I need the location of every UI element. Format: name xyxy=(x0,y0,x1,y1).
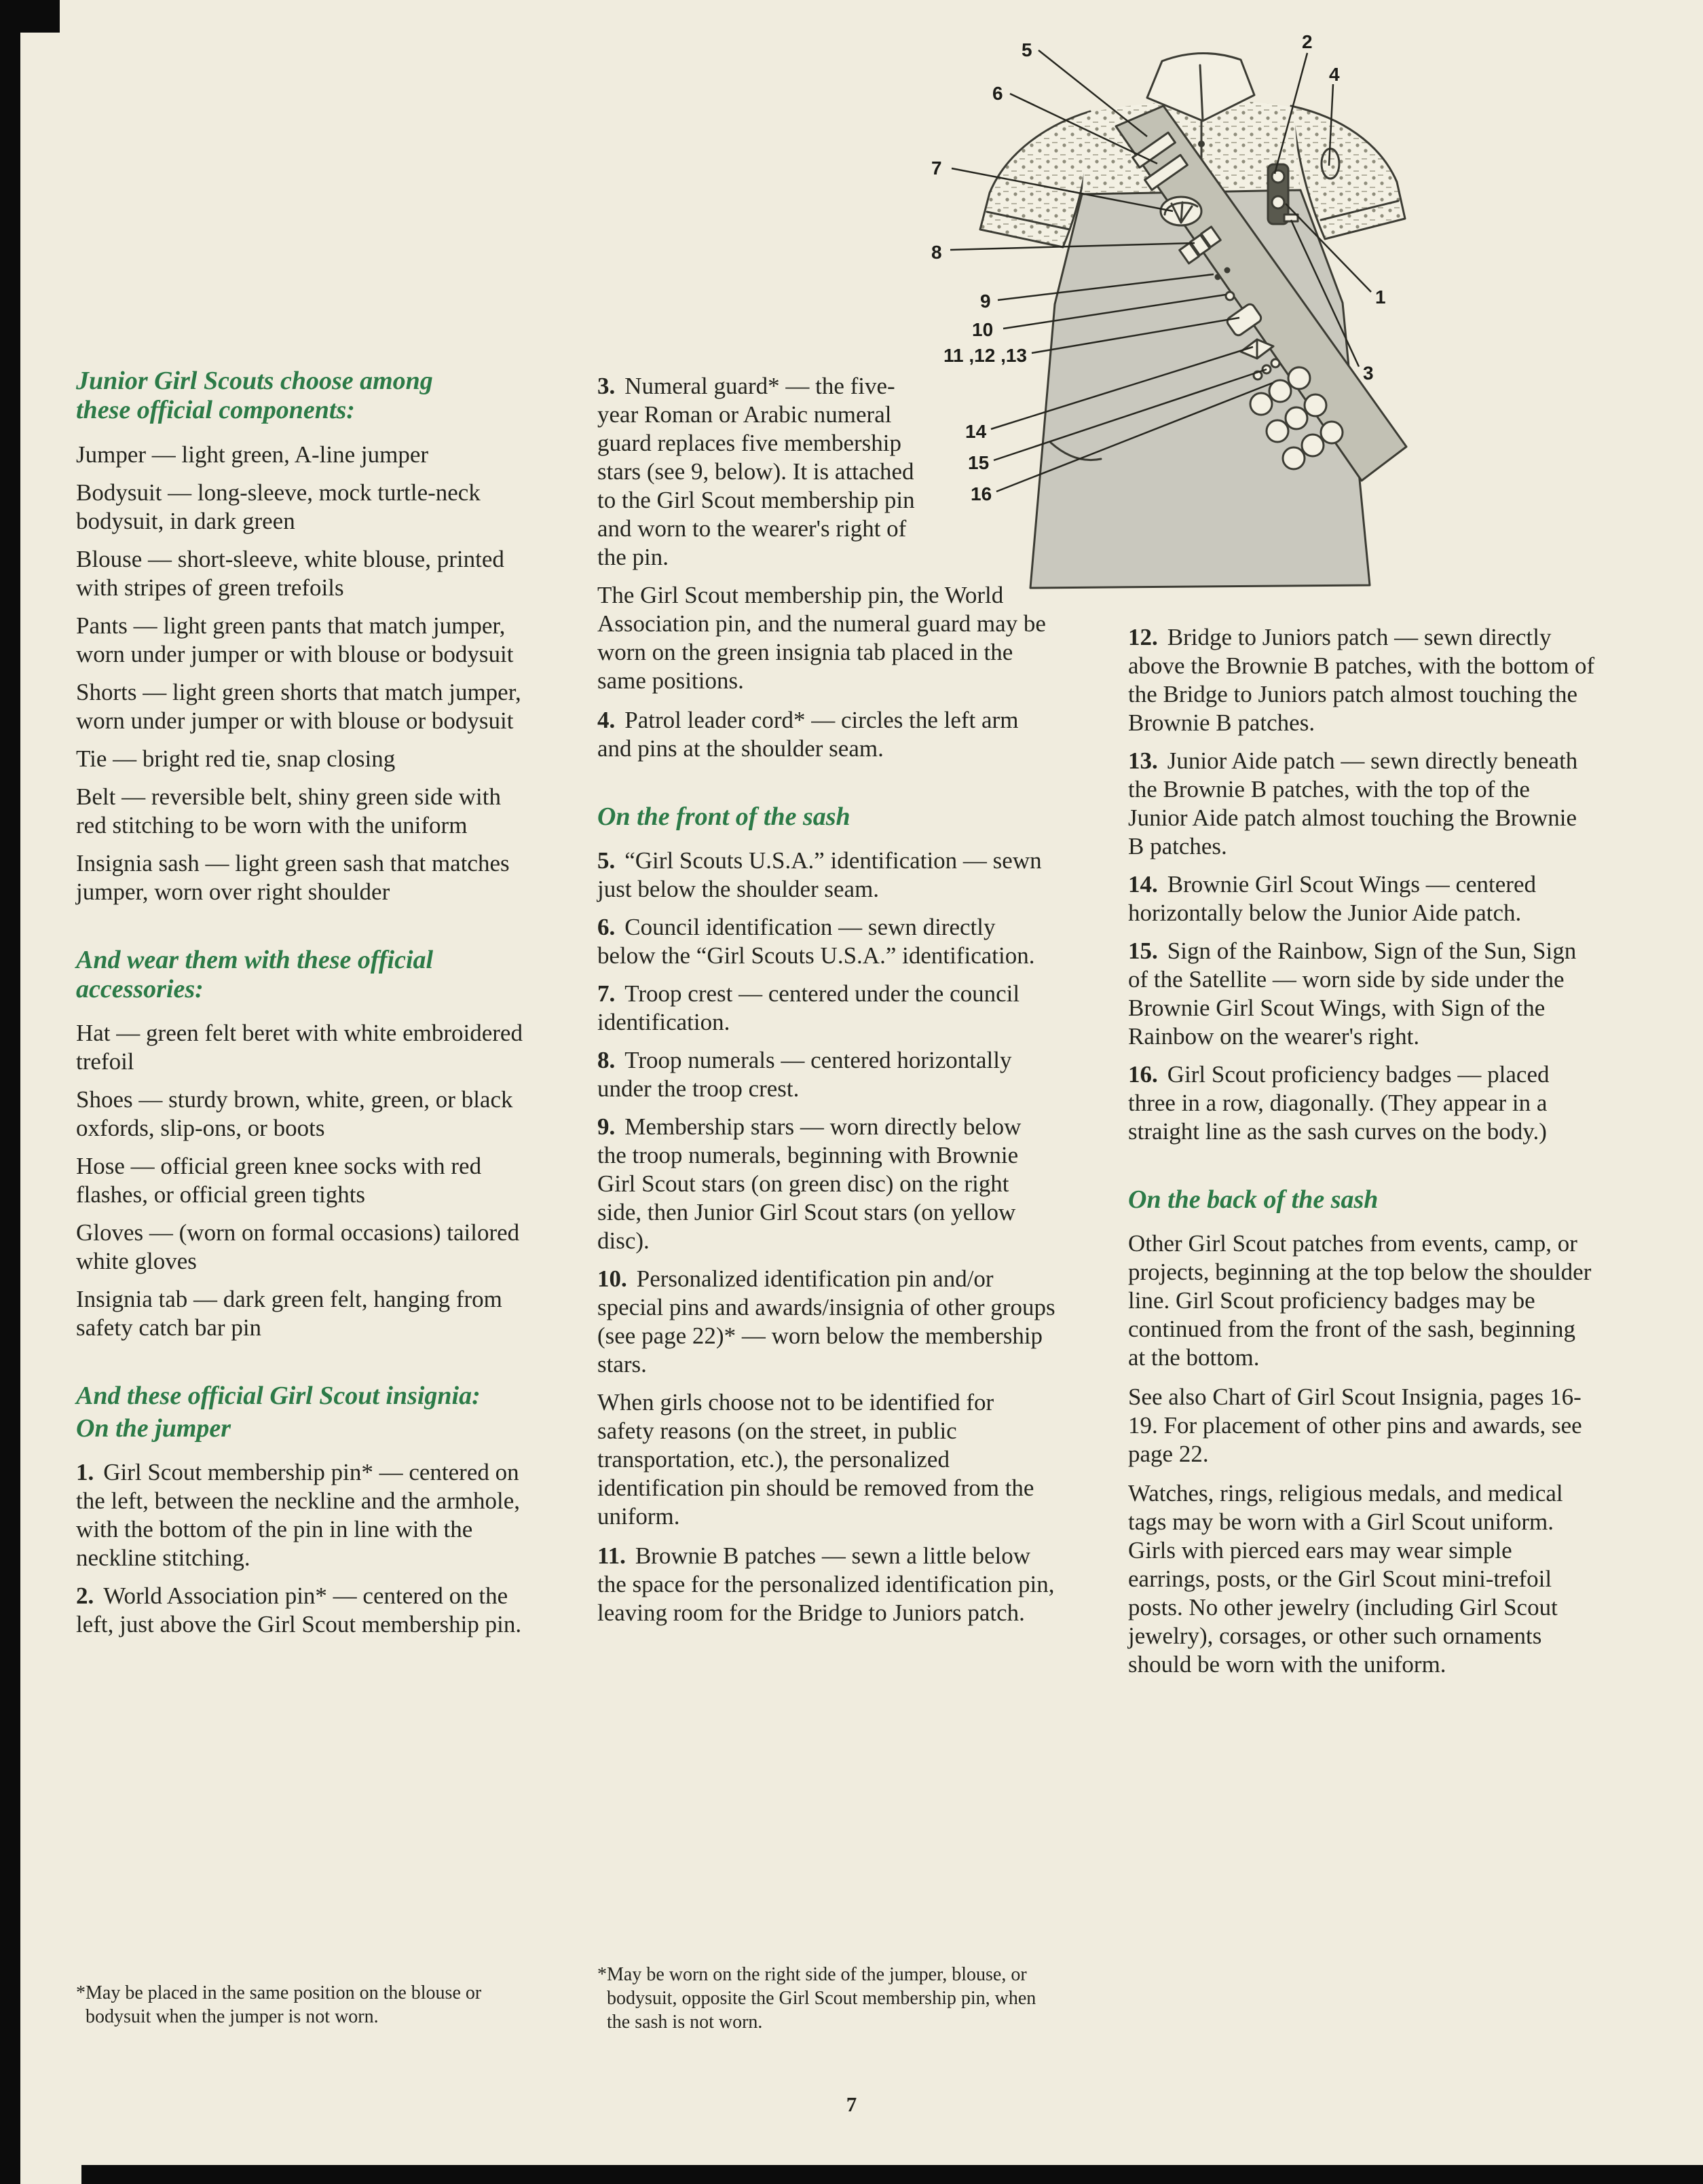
item-text: Troop numerals — centered horizontally under the troop crest. xyxy=(597,1047,1012,1103)
item-number: 11. xyxy=(597,1542,626,1570)
accessory-item: Hat — green felt beret with white embroidered trefoil xyxy=(76,1020,523,1075)
callout-label-7: 7 xyxy=(931,158,942,179)
item-text: Patrol leader cord* — circles the left arm and pins at the shoulder seam. xyxy=(597,707,1019,762)
item-number: 10. xyxy=(597,1265,627,1293)
membership-pin xyxy=(1272,196,1284,208)
component-item: Jumper — light green, A-line jumper xyxy=(76,441,429,468)
item-text: Brownie B patches — sewn a little below the space for the personalized identification pin, leaving room for the Bridge to Juniors patch. xyxy=(597,1542,1055,1627)
item-text: Girl Scout membership pin* — centered on the left, between the neckline and the armhole, with the bottom of the pin in line with the neckline stitching. xyxy=(76,1458,521,1571)
heading-on-the-jumper: On the jumper xyxy=(76,1413,231,1443)
callout-label-6: 6 xyxy=(992,83,1003,104)
page-number: 7 xyxy=(846,2092,857,2116)
component-item: Pants — light green pants that match jumper, worn under jumper or with blouse or bodysuit xyxy=(76,612,514,667)
item-text: Sign of the Rainbow, Sign of the Sun, Sign of the Satellite — worn side by side under the Brownie Girl Scout Wings, with Sign of the Rainbow on the wearer's right. xyxy=(1128,938,1577,1050)
item-number: 9. xyxy=(597,1113,616,1141)
callout-label-11-12-13: 11 ,12 ,13 xyxy=(943,345,1028,366)
component-item: Bodysuit — long-sleeve, mock turtle-neck bodysuit, in dark green xyxy=(76,479,481,534)
item-text: Girl Scout proficiency badges — placed three in a row, diagonally. (They appear in a straight line as the sash curves on the body.) xyxy=(1128,1061,1550,1145)
numbered-item-8 xyxy=(597,1046,1055,1103)
numbered-item-3 xyxy=(597,372,923,572)
scan-artifact-bottom-edge xyxy=(81,2165,1703,2184)
item-number: 16. xyxy=(1128,1061,1158,1088)
safety-paragraph: When girls choose not to be identified for safety reasons (on the street, in public transportation, etc.), the personalized identification pin should be removed from the uniform. xyxy=(597,1389,1034,1530)
middle-footnote: *May be worn on the right side of the jumper, blouse, or bodysuit, opposite the Girl Scout membership pin, when the sash is not worn. xyxy=(597,1964,1036,2033)
numbered-item-1 xyxy=(76,1458,524,1572)
callout-label-16: 16 xyxy=(971,483,992,504)
item-number: 12. xyxy=(1128,624,1158,650)
numbered-item-9 xyxy=(597,1113,1055,1255)
item-text: Personalized identification pin and/or special pins and awards/insignia of other groups (see page 22)* — worn below the membership stars. xyxy=(597,1265,1055,1378)
scan-artifact-left-edge xyxy=(0,0,20,2184)
item-text: World Association pin* — centered on the left, just above the Girl Scout membership pin. xyxy=(76,1582,522,1637)
numbered-item-10 xyxy=(597,1265,1055,1379)
callout-label-4: 4 xyxy=(1329,64,1340,85)
numbered-item-5 xyxy=(597,847,1055,904)
callout-label-9: 9 xyxy=(980,291,991,312)
item-number: 6. xyxy=(597,914,616,941)
item-text: “Girl Scouts U.S.A.” identification — sewn just below the shoulder seam. xyxy=(597,847,1042,903)
component-item: Tie — bright red tie, snap closing xyxy=(76,745,396,772)
item-number: 7. xyxy=(597,980,616,1007)
item-text: Brownie Girl Scout Wings — centered horizontally below the Junior Aide patch. xyxy=(1128,871,1537,926)
item-text: Numeral guard* — the five-year Roman or Arabic numeral guard replaces five membership stars (see 9, below). It is attached to the Girl Scout membership pin and worn to the wearer's right of the pin. xyxy=(597,373,915,570)
numbered-item-13 xyxy=(1128,747,1595,861)
item-text: Troop crest — centered under the council identification. xyxy=(597,980,1020,1036)
component-item: Shorts — light green shorts that match jumper, worn under jumper or with blouse or bodysuit xyxy=(76,678,521,734)
heading-official-components: Junior Girl Scouts choose among these official components: xyxy=(76,367,433,425)
numbered-item-7 xyxy=(597,980,1055,1037)
item-text: Council identification — sewn directly below the “Girl Scouts U.S.A.” identification. xyxy=(597,914,1035,969)
callout-label-14: 14 xyxy=(965,421,987,442)
left-footnote: *May be placed in the same position on the blouse or bodysuit when the jumper is not worn. xyxy=(76,1982,482,2027)
numbered-item-4 xyxy=(597,706,1055,763)
numbered-item-15 xyxy=(1128,937,1595,1051)
callout-label-10: 10 xyxy=(972,319,994,340)
scan-artifact-corner xyxy=(0,0,60,33)
world-association-pin xyxy=(1272,170,1284,183)
component-item: Blouse — short-sleeve, white blouse, printed with stripes of green trefoils xyxy=(76,545,504,601)
pins-placement-paragraph: The Girl Scout membership pin, the World Association pin, and the numeral guard may be worn on the green insignia tab placed in the same positions. xyxy=(597,582,1046,694)
callout-label-1: 1 xyxy=(1375,286,1386,308)
back-of-sash-paragraph: Other Girl Scout patches from events, camp, or projects, beginning at the top below the shoulder line. Girl Scout proficiency badges may be continued from the front of the sash, beginning at the bottom. xyxy=(1128,1230,1592,1371)
callout-label-2: 2 xyxy=(1302,31,1313,52)
callout-label-5: 5 xyxy=(1022,39,1032,60)
item-text: Membership stars — worn directly below the troop numerals, beginning with Brownie Girl Scout stars (on green disc) on the right side, then Junior Girl Scout stars (on yellow disc). xyxy=(597,1113,1022,1255)
item-text: Bridge to Juniors patch — sewn directly above the Brownie B patches, with the bottom of the Bridge to Juniors patch almost touching the Brownie B patches. xyxy=(1128,624,1595,736)
numbered-item-12 xyxy=(1128,623,1595,737)
component-item: Belt — reversible belt, shiny green side with red stitching to be worn with the uniform xyxy=(76,783,501,838)
item-number: 8. xyxy=(597,1047,616,1074)
numbered-item-14 xyxy=(1128,870,1595,927)
numbered-item-11 xyxy=(597,1542,1055,1627)
callout-label-3: 3 xyxy=(1363,363,1374,384)
heading-front-of-sash: On the front of the sash xyxy=(597,802,850,831)
left-column xyxy=(76,367,524,2029)
item-number: 1. xyxy=(76,1458,94,1485)
accessory-item: Shoes — sturdy brown, white, green, or black oxfords, slip-ons, or boots xyxy=(76,1086,513,1142)
accessory-item: Gloves — (worn on formal occasions) tailored white gloves xyxy=(76,1219,520,1275)
accessory-item: Hose — official green knee socks with red flashes, or official green tights xyxy=(76,1153,482,1208)
jewelry-paragraph: Watches, rings, religious medals, and medical tags may be worn with a Girl Scout uniform. Girls with pierced ears may wear simple earrings, posts, or the Girl Scout mini-trefoil posts. No other jewelry (including Girl Scout jewelry), corsages, or other such ornaments should be worn with the uniform. xyxy=(1128,1480,1563,1678)
numbered-item-6 xyxy=(597,913,1055,970)
numbered-item-16 xyxy=(1128,1060,1595,1146)
heading-official-accessories: And wear them with these official accessories: xyxy=(76,945,434,1003)
item-number: 14. xyxy=(1128,871,1158,897)
heading-official-insignia: And these official Girl Scout insignia: xyxy=(76,1382,481,1411)
right-column xyxy=(1128,623,1595,1690)
item-text: Junior Aide patch — sewn directly beneath the Brownie B patches, with the top of the Junior Aide patch almost touching the Brownie B patches. xyxy=(1128,747,1578,859)
accessory-item: Insignia tab — dark green felt, hanging from safety catch bar pin xyxy=(76,1286,502,1341)
item-number: 13. xyxy=(1128,747,1158,774)
item-number: 5. xyxy=(597,847,616,874)
callout-label-15: 15 xyxy=(968,452,990,473)
item-number: 2. xyxy=(76,1582,94,1609)
component-item: Insignia sash — light green sash that matches jumper, worn over right shoulder xyxy=(76,849,510,905)
item-number: 4. xyxy=(597,707,616,733)
see-also-paragraph: See also Chart of Girl Scout Insignia, pages 16-19. For placement of other pins and awards, see page 22. xyxy=(1128,1384,1582,1468)
callout-label-8: 8 xyxy=(931,242,942,263)
middle-column xyxy=(597,372,1055,2034)
heading-back-of-sash: On the back of the sash xyxy=(1128,1185,1379,1214)
item-number: 15. xyxy=(1128,938,1158,964)
item-number: 3. xyxy=(597,373,616,399)
numbered-item-2 xyxy=(76,1582,524,1639)
